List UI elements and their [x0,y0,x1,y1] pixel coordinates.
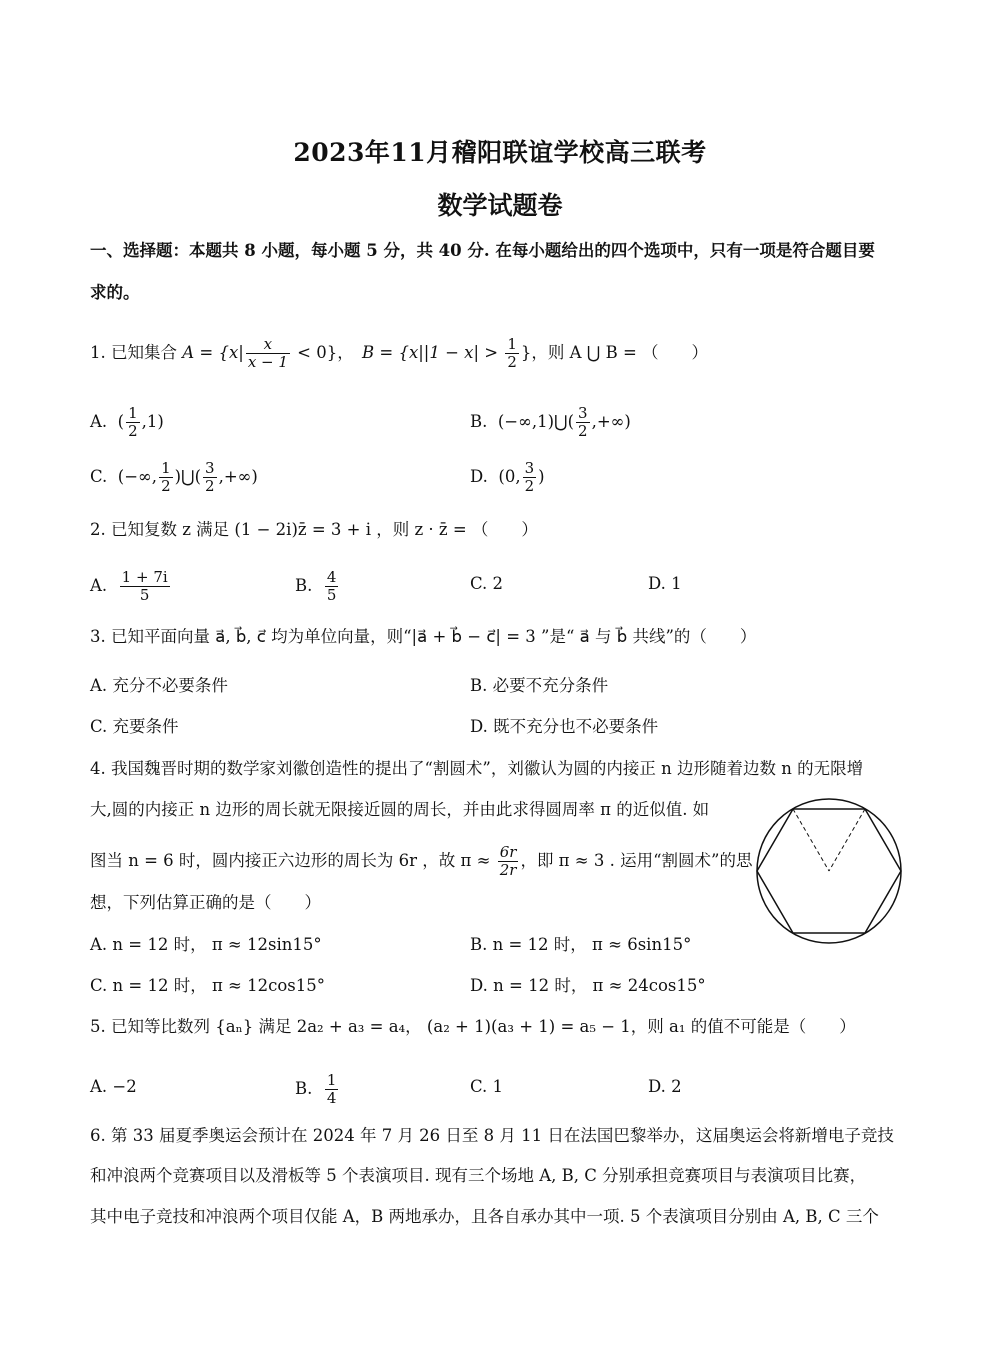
radius-dashed-right [829,809,865,871]
q2-option-d: D. 1 [648,574,682,593]
q6-stem-line2: 和冲浪两个竞赛项目以及滑板等 5 个表演项目. 现有三个场地 A, B, C 分别承担竞赛项目与表演项目比赛， [90,1166,867,1185]
q4-option-a: A. n = 12 时， π ≈ 12sin15° [90,935,322,954]
q5-option-a: A. −2 [90,1077,137,1096]
q3-option-b: B. 必要不充分条件 [470,676,609,695]
q1-option-a: A. ( $\frac{1}{2}$ ,1) [90,404,164,440]
q3-stem: 3. 已知平面向量 a⃗, b⃗, c⃗ 均为单位向量，则“|a⃗ + b⃗ − c⃗| = 3 ”是“ a⃗ 与 b⃗ 共线”的（ ） [90,627,757,646]
q1-stem: 1. 已知集合 A = {x| $\frac{x}{x - 1}$ < 0}， B = {x||1 − x| > $\frac{1}{2}$ }，则 A ⋃ B = （ ） [90,335,709,371]
q5-option-d: D. 2 [648,1077,682,1096]
q1-option-d: D. (0, $\frac{3}{2}$ ) [470,459,545,495]
q3-option-a: A. 充分不必要条件 [90,676,228,695]
q4-option-b: B. n = 12 时， π ≈ 6sin15° [470,935,692,954]
q1-option-b: B. (−∞,1)⋃( $\frac{3}{2}$ ,+∞) [470,404,631,440]
section-instruction-line2: 求的。 [90,283,140,302]
q4-option-c: C. n = 12 时， π ≈ 12cos15° [90,976,325,995]
q2-option-a: A. $\frac{1 + 7i}{5}$ [90,568,168,604]
section-instruction-line1: 一、选择题：本题共 8 小题，每小题 5 分，共 40 分. 在每小题给出的四个选项中，只有一项是符合题目要 [90,241,875,260]
page-subtitle: 数学试题卷 [437,191,563,220]
q4-stem-line4: 想，下列估算正确的是（ ） [90,893,321,912]
inscribed-hexagon-figure [755,797,903,945]
q3-option-c: C. 充要条件 [90,717,179,736]
q2-option-b: B. $\frac{4}{5}$ [295,568,337,604]
q5-option-b: B. $\frac{1}{4}$ [295,1071,337,1107]
q2-option-c: C. 2 [470,574,504,593]
page-title: 2023年11月稽阳联谊学校高三联考 [293,138,707,167]
q1-option-c: C. (−∞, $\frac{1}{2}$ )⋃( $\frac{3}{2}$ ,+∞) [90,459,258,495]
q6-stem-line3: 其中电子竞技和冲浪两个项目仅能 A，B 两地承办，且各自承办其中一项. 5 个表演项目分别由 A, B, C 三个 [90,1207,879,1226]
q4-option-d: D. n = 12 时， π ≈ 24cos15° [470,976,706,995]
q1-setB-fraction: $\frac{1}{2}$ [507,335,517,371]
q4-stem-line1: 4. 我国魏晋时期的数学家刘徽创造性的提出了“割圆术”，刘徽认为圆的内接正 n 边形随着边数 n 的无限增 [90,759,864,778]
q6-stem-line1: 6. 第 33 届夏季奥运会预计在 2024 年 7 月 26 日至 8 月 11 日在法国巴黎举办，这届奥运会将新增电子竞技 [90,1126,894,1145]
q5-option-c: C. 1 [470,1077,504,1096]
radius-dashed-left [793,809,829,871]
q4-stem-line3: 图当 n = 6 时，圆内接正六边形的周长为 6r ，故 π ≈ $\frac{6r}{2r}$ ，即 π ≈ 3 . 运用“割圆术”的思 [90,843,753,879]
q5-stem: 5. 已知等比数列 {aₙ} 满足 2a₂ + a₃ = a₄， (a₂ + 1)(a₃ + 1) = a₅ − 1，则 a₁ 的值不可能是（ ） [90,1017,856,1036]
q2-stem: 2. 已知复数 z 满足 (1 − 2i)z̄ = 3 + i ，则 z · z̄ = （ ） [90,520,538,539]
q4-stem-line2: 大,圆的内接正 n 边形的周长就无限接近圆的周长，并由此求得圆周率 π 的近似值. 如 [90,800,710,819]
q1-setA-fraction: $\frac{x}{x - 1}$ [247,335,288,371]
q3-option-d: D. 既不充分也不必要条件 [470,717,659,736]
